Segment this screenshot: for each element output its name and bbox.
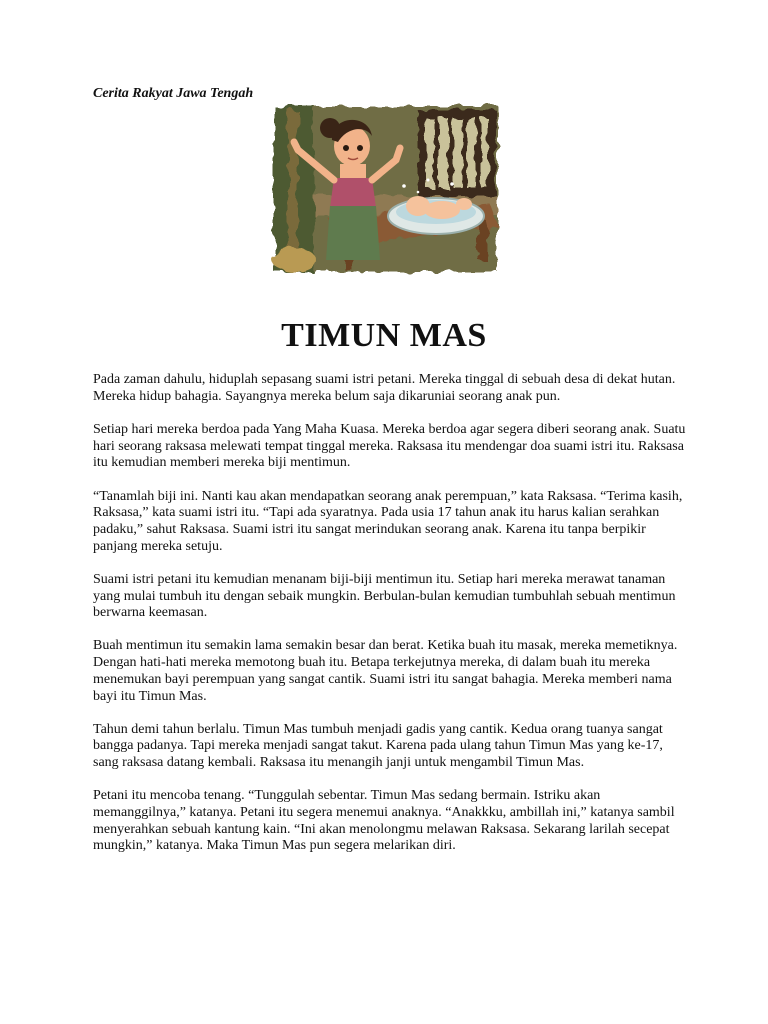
story-subtitle: Cerita Rakyat Jawa Tengah <box>93 86 254 101</box>
story-paragraph: Buah mentimun itu semakin lama semakin besar dan berat. Ketika buah itu masak, mereka memetiknya. Dengan hati-hati mereka memotong buah itu. Betapa terkejutnya mereka, di dalam buah itu mereka menemukan bayi perempuan yang sangat cantik. Suami istri itu sangat bahagia. Mereka memberi nama bayi itu Timun Mas. <box>93 638 678 704</box>
story-paragraph: Tahun demi tahun berlalu. Timun Mas tumbuh menjadi gadis yang cantik. Kedua orang tuanya sangat bangga padanya. Tapi mereka menjadi sangat takut. Karena pada ulang tahun Timun Mas yang ke-17, sang raksasa datang kembali. Raksasa itu menangih janji untuk mengambil Timun Mas. <box>93 721 663 771</box>
story-title: TIMUN MAS <box>281 317 487 354</box>
story-illustration <box>268 100 504 278</box>
story-paragraph: Suami istri petani itu kemudian menanam biji-biji mentimun itu. Setiap hari mereka merawat tanaman yang mulai tumbuh itu dengan sebaik mungkin. Berbulan-bulan kemudian tumbuhlah sebuah mentimun berwarna keemasan. <box>93 571 676 621</box>
story-paragraph: Setiap hari mereka berdoa pada Yang Maha Kuasa. Mereka berdoa agar segera diberi seorang anak. Suatu hari seorang raksasa melewati tempat tinggal mereka. Raksasa itu mendengar doa suami istri itu. Raksasa itu kemudian memberi mereka biji mentimun. <box>93 421 686 471</box>
woman-bathing-baby-illustration <box>268 100 504 278</box>
story-body <box>93 372 689 872</box>
story-paragraph: “Tanamlah biji ini. Nanti kau akan mendapatkan seorang anak perempuan,” kata Raksasa. “Terima kasih, Raksasa,” kata suami istri itu. “Tapi ada syaratnya. Pada usia 17 tahun anak itu harus kalian serahkan padaku,” sahut Raksasa. Suami istri itu sangat merindukan seorang anak. Karena itu tanpa berpikir panjang mereka setuju. <box>93 488 683 554</box>
story-paragraph: Petani itu mencoba tenang. “Tunggulah sebentar. Timun Mas sedang bermain. Istriku akan memanggilnya,” katanya. Petani itu segera menemui anaknya. “Anakkku, ambillah ini,” katanya sambil menyerahkan sebuah kantung kain. “Ini akan menolongmu melawan Raksasa. Sekarang larilah secepat mungkin,” katanya. Maka Timun Mas pun segera melarikan diri. <box>93 788 675 854</box>
story-paragraph: Pada zaman dahulu, hiduplah sepasang suami istri petani. Mereka tinggal di sebuah desa di dekat hutan. Mereka hidup bahagia. Sayangnya mereka belum saja dikaruniai seorang anak pun. <box>93 372 676 404</box>
